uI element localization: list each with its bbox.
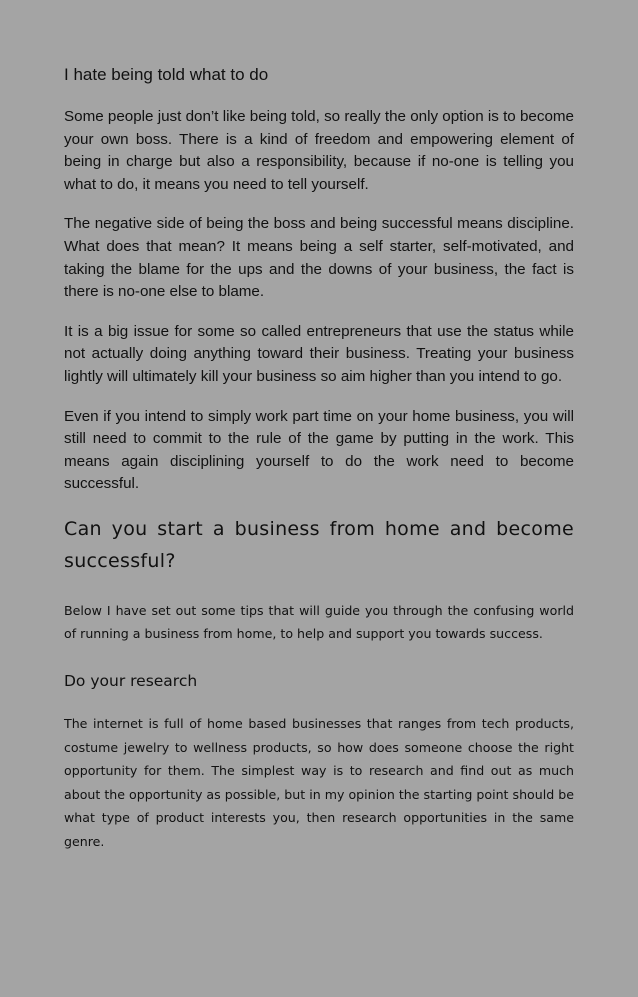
- body-paragraph: It is a big issue for some so called entrepreneurs that use the status while not actually doing anything toward their business. Treating your business lightly will ultimately kill your business so aim higher than you intend to go.: [64, 322, 574, 385]
- research-paragraph: The internet is full of home based businesses that ranges from tech products, costume jewelry to wellness products, so how does someone choose the right opportunity for them. The simplest way is to research and find out as much about the opportunity as possible, but in my opinion the starting point should be what type of product interests you, then research opportunities in the same genre.: [64, 715, 574, 849]
- section-heading: Can you start a business from home and become successful?: [64, 517, 574, 572]
- section-title: I hate being told what to do: [64, 65, 269, 84]
- body-paragraph: Even if you intend to simply work part time on your home business, you will still need to commit to the rule of the game by putting in the work. This means again disciplining yourself to do the work need to become successful.: [64, 407, 574, 493]
- body-paragraph: The negative side of being the boss and being successful means discipline. What does that mean? It means being a self starter, self-motivated, and taking the blame for the ups and the downs of your business, the fact is there is no-one else to blame.: [64, 215, 574, 301]
- intro-paragraph: Below I have set out some tips that will guide you through the confusing world of running a business from home, to help and support you towards success.: [64, 602, 574, 641]
- body-paragraph: Some people just don’t like being told, so really the only option is to become your own boss. There is a kind of freedom and empowering element of being in charge but also a responsibility, because if no-one is telling you what to do, it means you need to tell yourself.: [64, 108, 574, 193]
- subsection-heading: Do your research: [64, 671, 198, 690]
